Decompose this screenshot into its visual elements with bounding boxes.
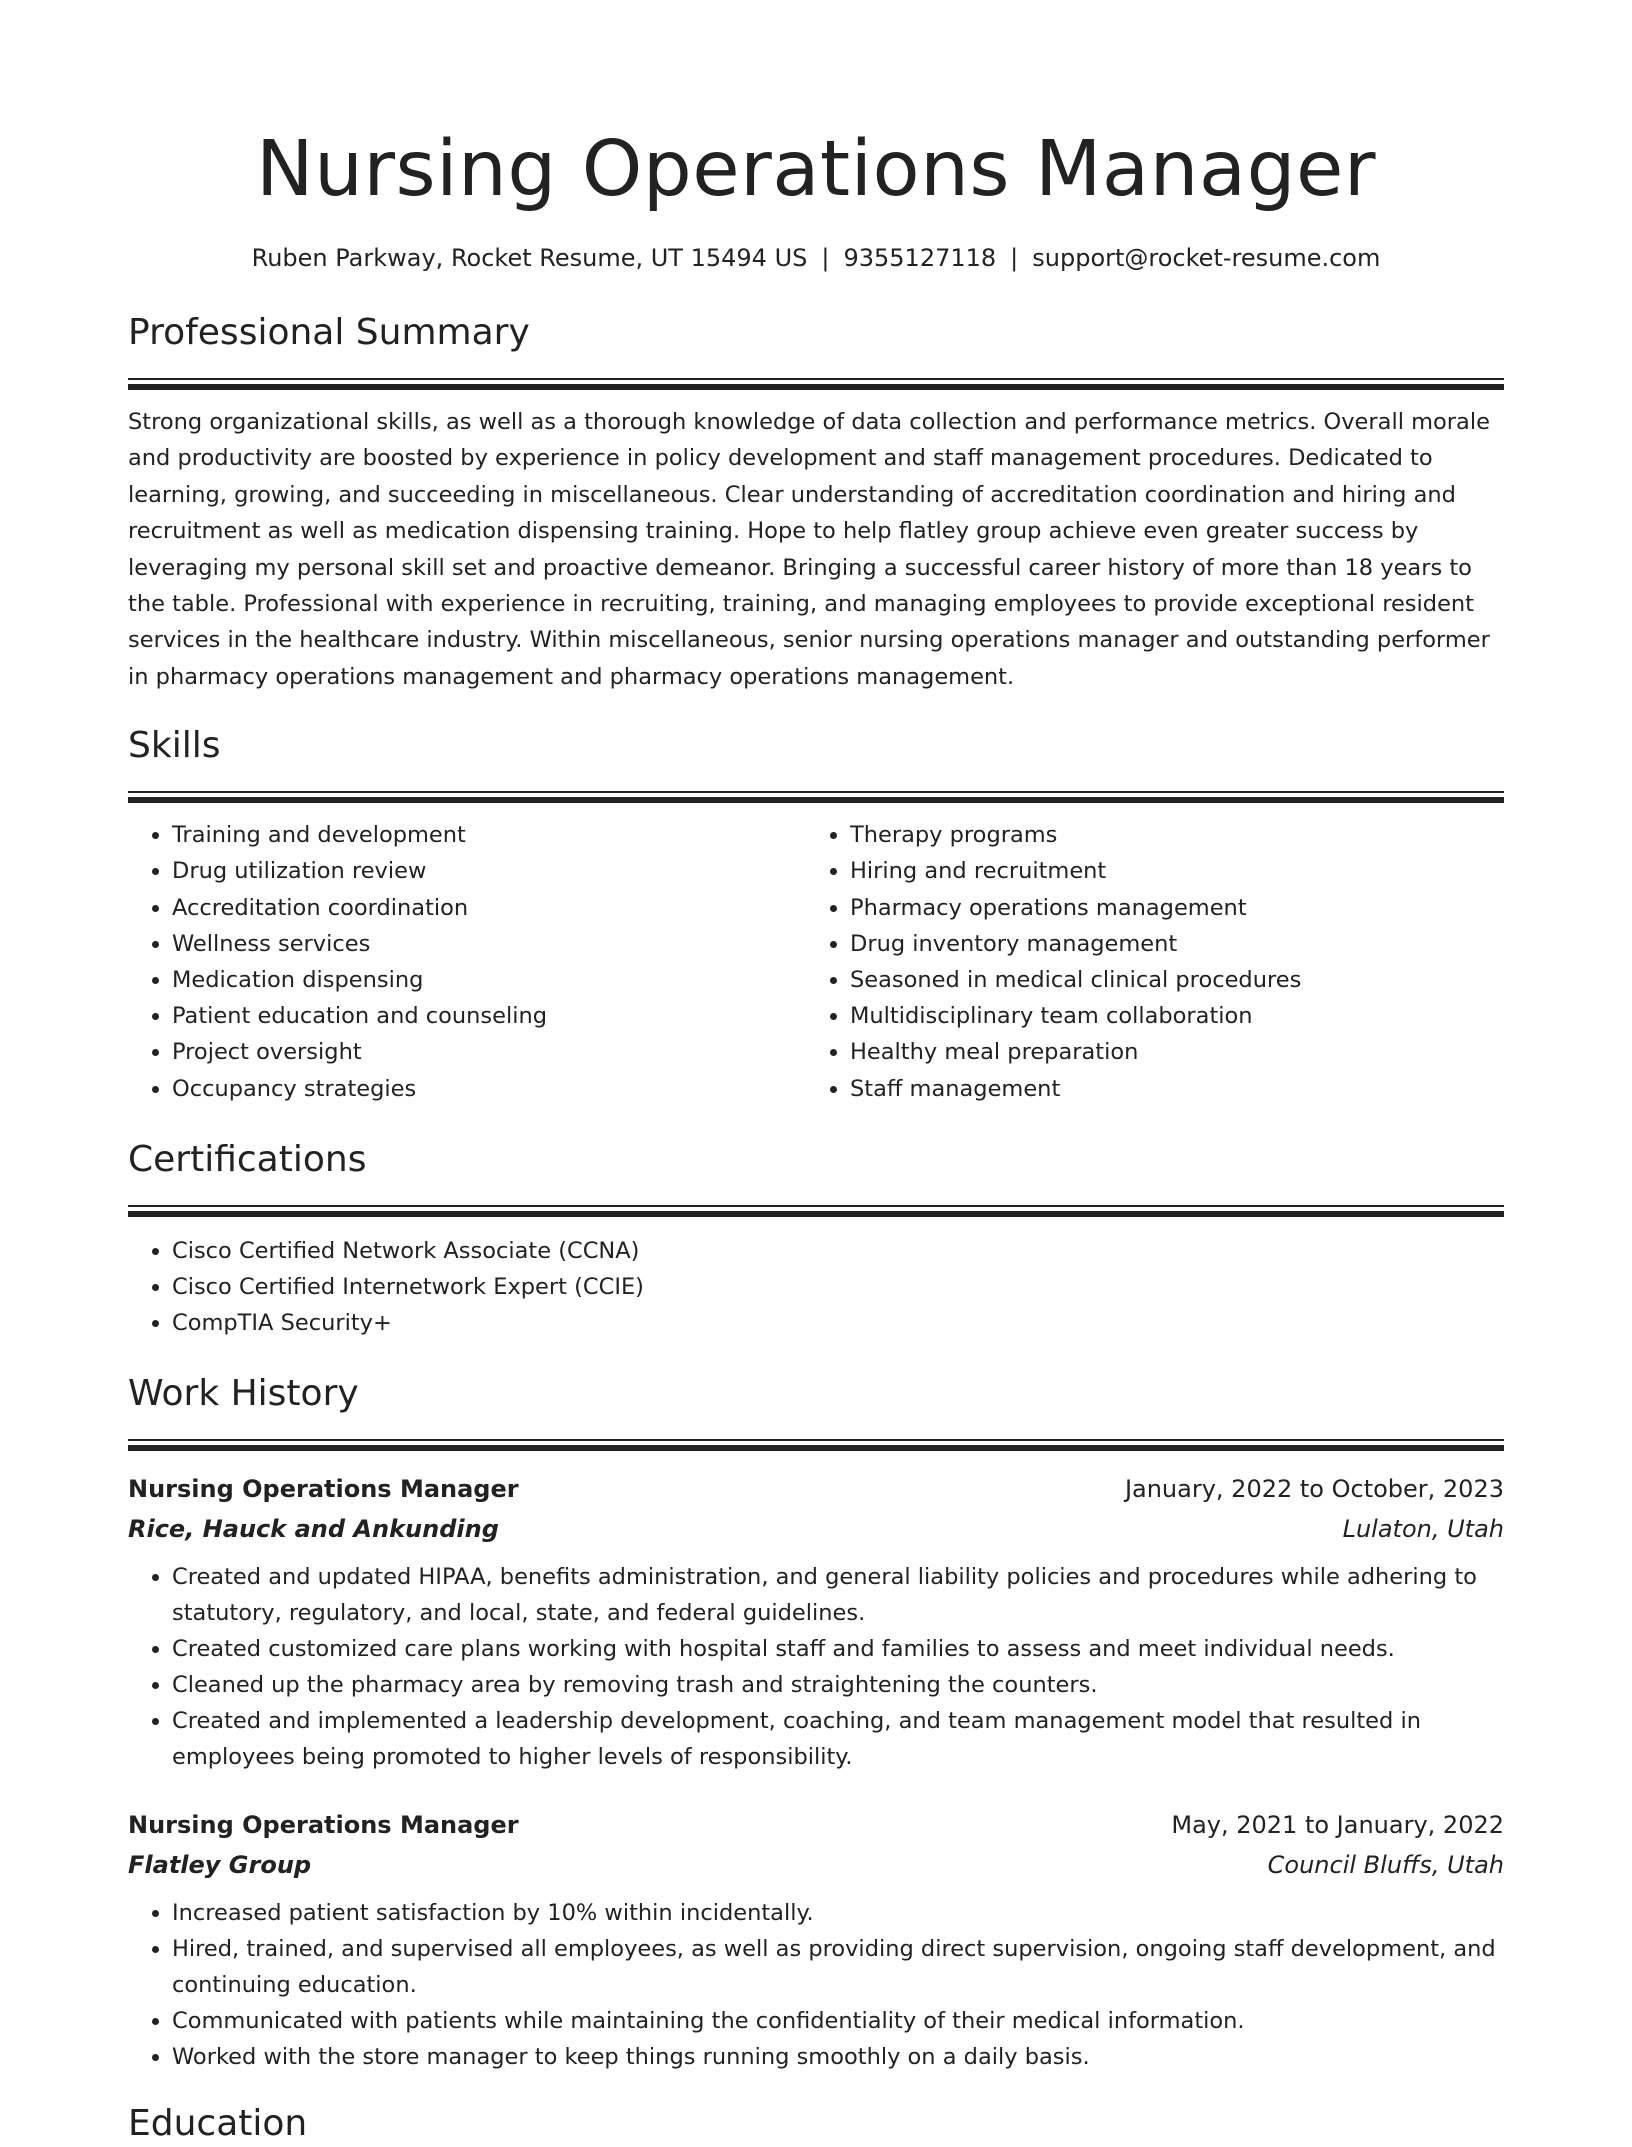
section-divider (128, 378, 1504, 390)
job-bullet: • Communicated with patients while maintaining the confidentiality of their medical information. (172, 2003, 1504, 2039)
job-entry (128, 1469, 1504, 1775)
contact-phone: 9355127118 (843, 244, 997, 272)
job-bullet: • Worked with the store manager to keep things running smoothly on a daily basis. (172, 2039, 1504, 2075)
section-title-education: Education (128, 2103, 308, 2145)
section-divider (128, 791, 1504, 803)
job-bullet: • Created and implemented a leadership development, coaching, and team management model that resulted in employees being promoted to higher levels of responsibility. (172, 1703, 1504, 1775)
skills-section (128, 723, 1504, 1107)
skill-item: • Drug inventory management (850, 926, 1484, 962)
section-divider (128, 1205, 1504, 1217)
skill-item: • Hiring and recruitment (850, 853, 1484, 889)
skill-item: • Accreditation coordination (172, 890, 806, 926)
job-title: Nursing Operations Manager (128, 1475, 519, 1504)
skill-item: • Pharmacy operations management (850, 890, 1484, 926)
contact-separator: | (1010, 244, 1019, 272)
certification-item: • Cisco Certified Internetwork Expert (CCIE) (172, 1269, 1504, 1305)
skill-item: • Seasoned in medical clinical procedures (850, 962, 1484, 998)
section-title-skills: Skills (128, 725, 221, 767)
skill-item: • Medication dispensing (172, 962, 806, 998)
skill-item: • Staff management (850, 1071, 1484, 1107)
skill-item: • Healthy meal preparation (850, 1034, 1484, 1070)
section-title-summary: Professional Summary (128, 312, 530, 353)
job-company: Rice, Hauck and Ankunding (128, 1515, 499, 1544)
section-title-certifications: Certifications (128, 1138, 367, 1180)
skills-columns (128, 817, 1504, 1107)
contact-separator: | (821, 244, 830, 272)
job-location: Council Bluffs, Utah (1267, 1851, 1504, 1880)
job-company-row (128, 1509, 1504, 1549)
skill-item: • Multidisciplinary team collaboration (850, 998, 1484, 1034)
summary-text: Strong organizational skills, as well as a thorough knowledge of data collection and performance metrics. Overall morale and productivity are boosted by experience in policy development and staff management procedures. Dedicated to learning, growing, and succeeding in miscellaneous. Clear understanding of accreditation coordination and hiring and recruitment as well as medication dispensing training. Hope to help flatley group achieve even greater success by leveraging my personal skill set and proactive demeanor. Bringing a successful career history of more than 18 years to the table. Professional with experience in recruiting, training, and managing employees to provide exceptional resident services in the healthcare industry. Within miscellaneous, senior nursing operations manager and outstanding performer in pharmacy operations management and pharmacy operations management. (128, 409, 1490, 690)
job-dates: January, 2022 to October, 2023 (1124, 1475, 1504, 1504)
job-bullet: • Hired, trained, and supervised all employees, as well as providing direct supervision, ongoing staff development, and continuing education. (172, 1931, 1504, 2003)
job-bullets (128, 1559, 1504, 1775)
skill-item: • Training and development (172, 817, 806, 853)
skill-item: • Therapy programs (850, 817, 1484, 853)
work-history-section (128, 1371, 1504, 2075)
summary-section (128, 310, 1504, 695)
job-bullet: • Cleaned up the pharmacy area by removing trash and straightening the counters. (172, 1667, 1504, 1703)
contact-address: Ruben Parkway, Rocket Resume, UT 15494 US (251, 244, 808, 272)
education-section (128, 2101, 1504, 2147)
job-bullets (128, 1895, 1504, 2075)
job-title: Nursing Operations Manager (128, 1811, 519, 1840)
job-dates: May, 2021 to January, 2022 (1171, 1811, 1504, 1840)
job-company: Flatley Group (128, 1851, 312, 1880)
skill-item: • Project oversight (172, 1034, 806, 1070)
skills-right-list (806, 817, 1484, 1107)
section-divider (128, 1439, 1504, 1451)
skill-item: • Drug utilization review (172, 853, 806, 889)
job-bullet: • Increased patient satisfaction by 10% within incidentally. (172, 1895, 1504, 1931)
skills-left-list (128, 817, 806, 1107)
contact-line (128, 242, 1504, 274)
job-entry (128, 1805, 1504, 2075)
section-title-work-history: Work History (128, 1373, 359, 1415)
certification-item: • CompTIA Security+ (172, 1305, 1504, 1341)
resume-page (128, 0, 1504, 2147)
skill-item: • Patient education and counseling (172, 998, 806, 1034)
skill-item: • Occupancy strategies (172, 1071, 806, 1107)
job-location: Lulaton, Utah (1342, 1515, 1504, 1544)
job-company-row (128, 1845, 1504, 1885)
resume-title: Nursing Operations Manager (255, 125, 1377, 214)
job-bullet: • Created customized care plans working with hospital staff and families to assess and meet individual needs. (172, 1631, 1504, 1667)
certifications-section (128, 1137, 1504, 1342)
certification-item: • Cisco Certified Network Associate (CCNA) (172, 1233, 1504, 1269)
skill-item: • Wellness services (172, 926, 806, 962)
certifications-list (128, 1233, 1504, 1342)
job-bullet: • Created and updated HIPAA, benefits administration, and general liability policies and procedures while adhering to statutory, regulatory, and local, state, and federal guidelines. (172, 1559, 1504, 1631)
contact-email: support@rocket-resume.com (1032, 244, 1381, 272)
job-header-row (128, 1805, 1504, 1845)
job-header-row (128, 1469, 1504, 1509)
